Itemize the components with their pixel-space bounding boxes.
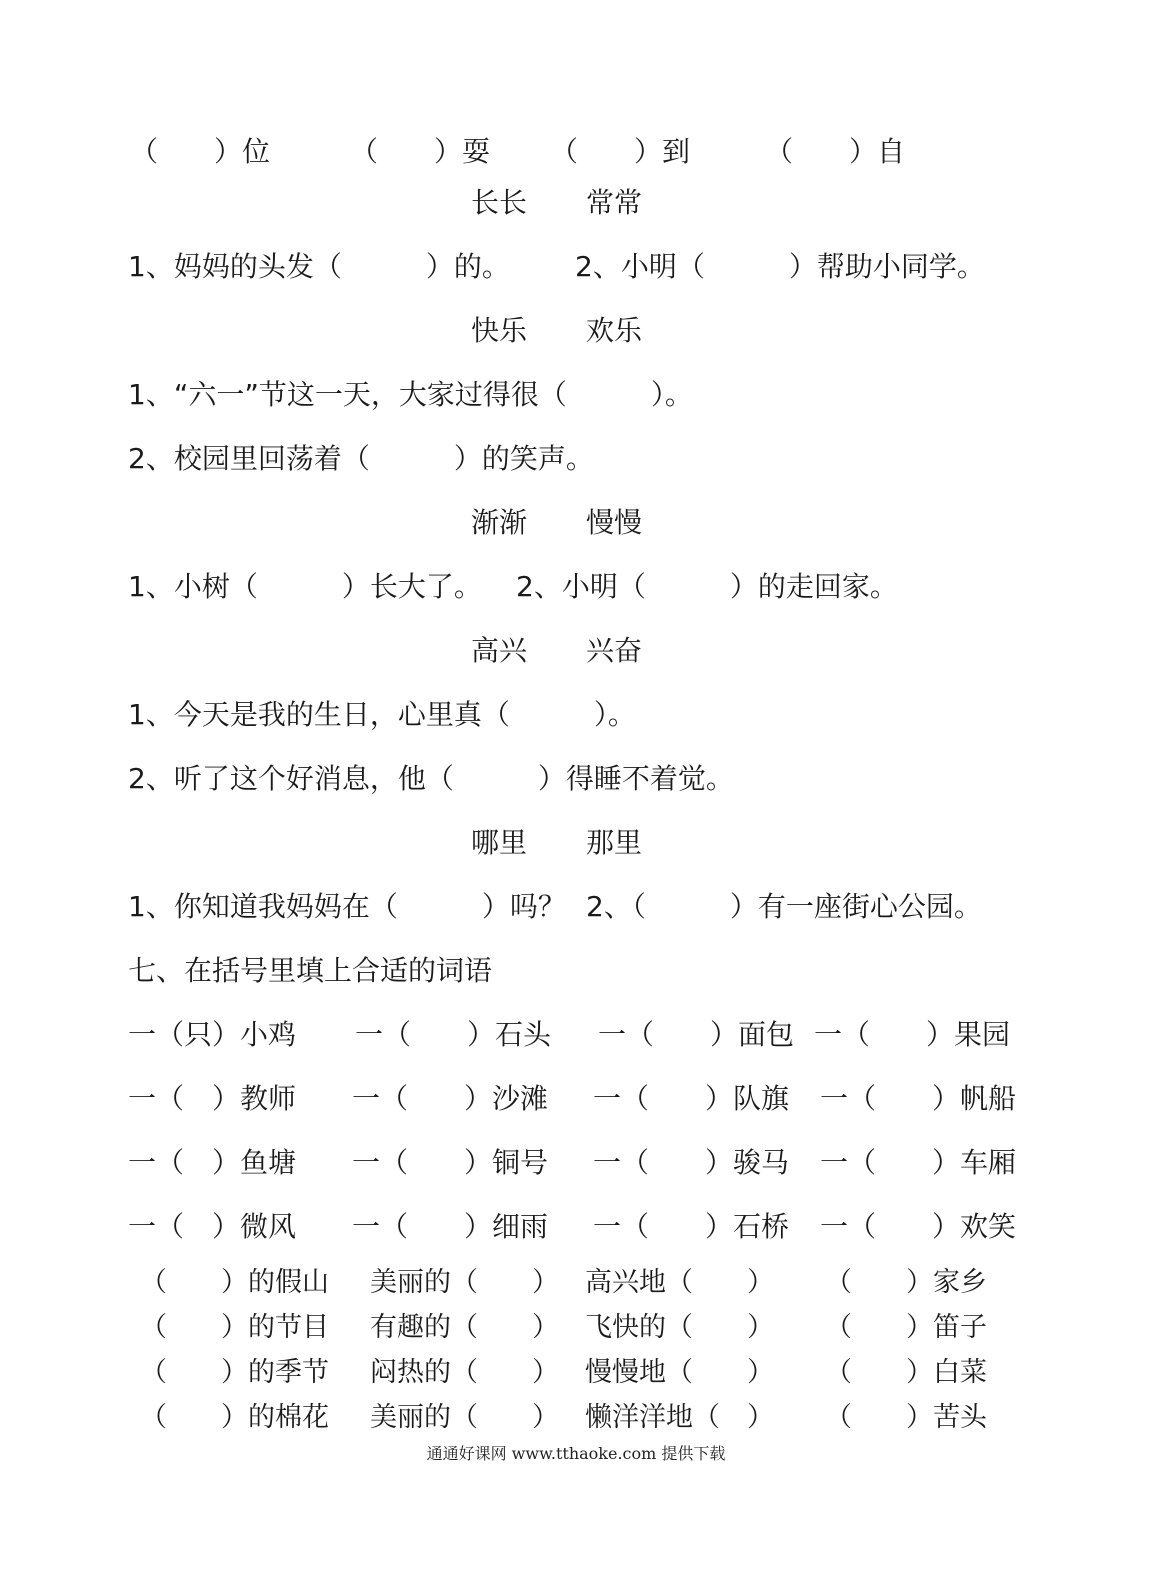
measure-item: 一（ ）教师 bbox=[128, 1082, 297, 1115]
word-choice: 快乐 bbox=[471, 314, 528, 347]
question-item: 2、（ ）有一座街心公园。 bbox=[586, 890, 982, 923]
measure-item: 一（ ）铜号 bbox=[352, 1146, 549, 1179]
word-choice: 渐渐 bbox=[471, 506, 528, 539]
phrase-item: （ ）的棉花 bbox=[140, 1402, 329, 1433]
phrase-item: 闷热的（ ） bbox=[370, 1357, 559, 1388]
phrase-item: （ ）白菜 bbox=[825, 1357, 987, 1388]
question-item: 2、听了这个好消息，他（ ）得睡不着觉。 bbox=[128, 762, 734, 795]
word-choice: 兴奋 bbox=[586, 634, 643, 667]
question-item: 1、“六一”节这一天，大家过得很（ ）。 bbox=[128, 378, 693, 411]
word-choice: 常常 bbox=[586, 186, 643, 219]
word-choice: 那里 bbox=[586, 826, 643, 859]
phrase-item: 美丽的（ ） bbox=[370, 1402, 559, 1433]
question-item: 1、小树（ ）长大了。 bbox=[128, 570, 482, 603]
fill-blank-item: （ ）自 bbox=[765, 135, 906, 168]
fill-blank-item: （ ）耍 bbox=[350, 135, 491, 168]
measure-item: 一（ ）队旗 bbox=[593, 1082, 790, 1115]
phrase-item: 美丽的（ ） bbox=[370, 1267, 559, 1298]
phrase-item: 慢慢地（ ） bbox=[585, 1357, 774, 1388]
phrase-item: （ ）苦头 bbox=[825, 1402, 987, 1433]
phrase-item: 有趣的（ ） bbox=[370, 1312, 559, 1343]
word-choice: 慢慢 bbox=[586, 506, 643, 539]
footer-source: 通通好课网 www.tthaoke.com 提供下载 bbox=[426, 1444, 726, 1463]
word-choice: 高兴 bbox=[471, 634, 528, 667]
section-heading: 七、在括号里填上合适的词语 bbox=[128, 954, 493, 987]
phrase-item: 高兴地（ ） bbox=[585, 1267, 774, 1298]
phrase-item: 飞快的（ ） bbox=[585, 1312, 774, 1343]
phrase-item: 懒洋洋地（ ） bbox=[585, 1402, 774, 1433]
measure-item: 一（ ）骏马 bbox=[593, 1146, 790, 1179]
measure-item: 一（ ）石头 bbox=[355, 1018, 552, 1051]
fill-blank-item: （ ）位 bbox=[130, 135, 271, 168]
measure-item: 一（ ）微风 bbox=[128, 1210, 297, 1243]
measure-item: 一（ ）沙滩 bbox=[352, 1082, 549, 1115]
measure-item: 一（ ）细雨 bbox=[352, 1210, 549, 1243]
question-item: 1、今天是我的生日，心里真（ ）。 bbox=[128, 698, 636, 731]
question-item: 2、校园里回荡着（ ）的笑声。 bbox=[128, 442, 594, 475]
question-item: 2、小明（ ）帮助小同学。 bbox=[575, 250, 985, 283]
measure-item: 一（ ）帆船 bbox=[820, 1082, 1017, 1115]
question-item: 1、你知道我妈妈在（ ）吗？ bbox=[128, 890, 566, 923]
word-choice: 长长 bbox=[471, 186, 528, 219]
measure-item: 一（ ）车厢 bbox=[820, 1146, 1017, 1179]
phrase-item: （ ）的假山 bbox=[140, 1267, 329, 1298]
word-choice: 欢乐 bbox=[586, 314, 643, 347]
phrase-item: （ ）的季节 bbox=[140, 1357, 329, 1388]
fill-blank-item: （ ）到 bbox=[550, 135, 691, 168]
phrase-item: （ ）的节目 bbox=[140, 1312, 329, 1343]
phrase-item: （ ）笛子 bbox=[825, 1312, 987, 1343]
measure-item: 一（ ）鱼塘 bbox=[128, 1146, 297, 1179]
word-choice: 哪里 bbox=[471, 826, 528, 859]
question-item: 2、小明（ ）的走回家。 bbox=[516, 570, 898, 603]
measure-item: 一（只）小鸡 bbox=[128, 1018, 297, 1051]
question-item: 1、妈妈的头发（ ）的。 bbox=[128, 250, 510, 283]
measure-item: 一（ ）果园 bbox=[814, 1018, 1011, 1051]
phrase-item: （ ）家乡 bbox=[825, 1267, 987, 1298]
measure-item: 一（ ）石桥 bbox=[593, 1210, 790, 1243]
measure-item: 一（ ）面包 bbox=[598, 1018, 795, 1051]
measure-item: 一（ ）欢笑 bbox=[820, 1210, 1017, 1243]
